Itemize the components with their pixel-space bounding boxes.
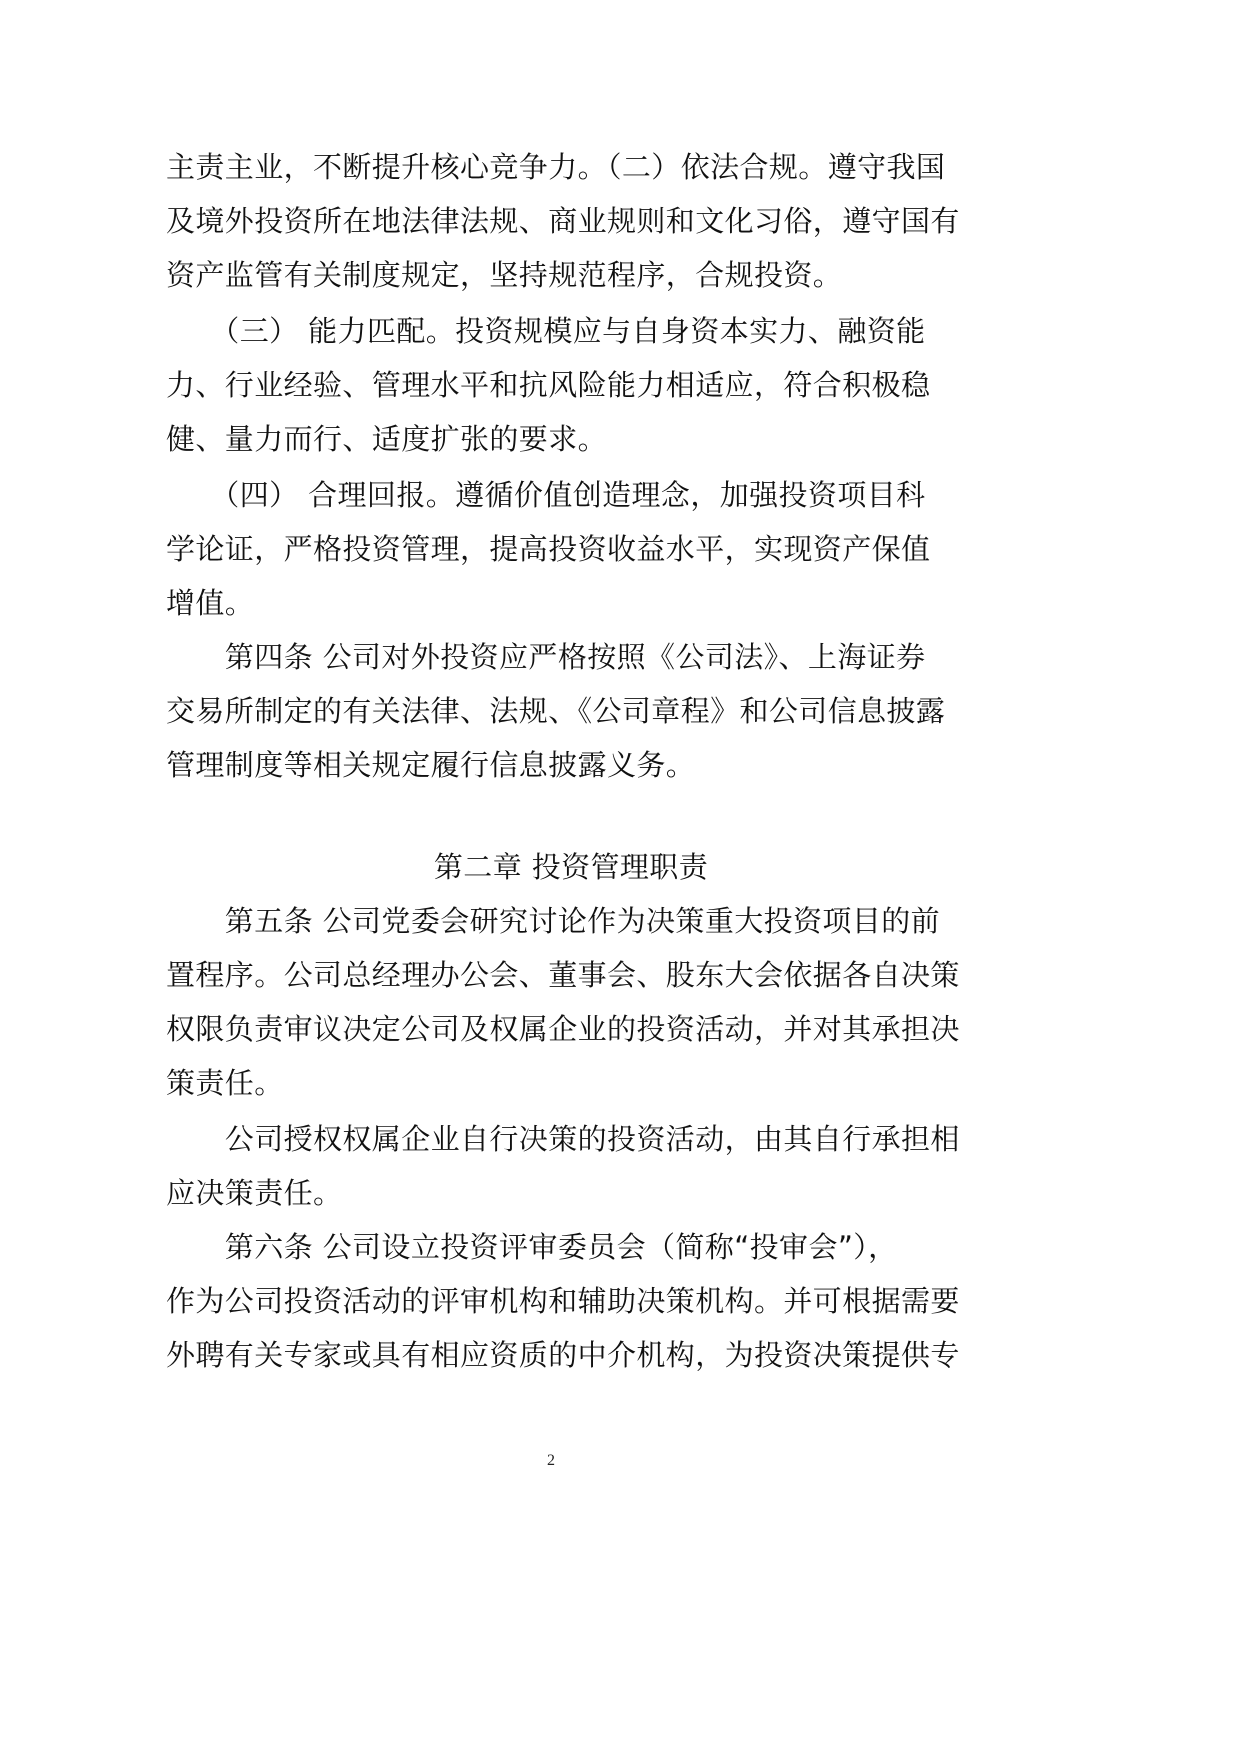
chapter-heading: 第二章 投资管理职责 <box>433 850 709 884</box>
paragraph-authorization: 公司授权权属企业自行决策的投资活动，由其自行承担相 应决策责任。 <box>166 1122 960 1210</box>
paragraph-article-4: 第四条 公司对外投资应严格按照《公司法》、上海证券 交易所制定的有关法律、法规、《公司章程》和公司信息披露 管理制度等相关规定履行信息披露义务。 <box>166 640 946 782</box>
page-number: 2 <box>547 1452 555 1469</box>
paragraph-article-6: 第六条 公司设立投资评审委员会（简称“投审会”）， 作为公司投资活动的评审机构和辅助决策机构。并可根据需要 外聘有关专家或具有相应资质的中介机构，为投资决策提供专 <box>166 1230 960 1372</box>
paragraph-reasonable-return: （四） 合理回报。遵循价值创造理念，加强投资项目科 学论证，严格投资管理，提高投资收益水平，实现资产保值 增值。 <box>166 478 931 620</box>
paragraph-capability-match: （三） 能力匹配。投资规模应与自身资本实力、融资能 力、行业经验、管理水平和抗风险能力相适应，符合积极稳 健、量力而行、适度扩张的要求。 <box>166 314 931 456</box>
paragraph-article-5: 第五条 公司党委会研究讨论作为决策重大投资项目的前 置程序。公司总经理办公会、董事会、股东大会依据各自决策 权限负责审议决定公司及权属企业的投资活动，并对其承担决 策责任。 <box>166 904 960 1100</box>
paragraph-principles-continued: 主责主业，不断提升核心竞争力。（二）依法合规。遵守我国 及境外投资所在地法律法规、商业规则和文化习俗，遵守国有 资产监管有关制度规定，坚持规范程序，合规投资。 <box>166 150 960 292</box>
